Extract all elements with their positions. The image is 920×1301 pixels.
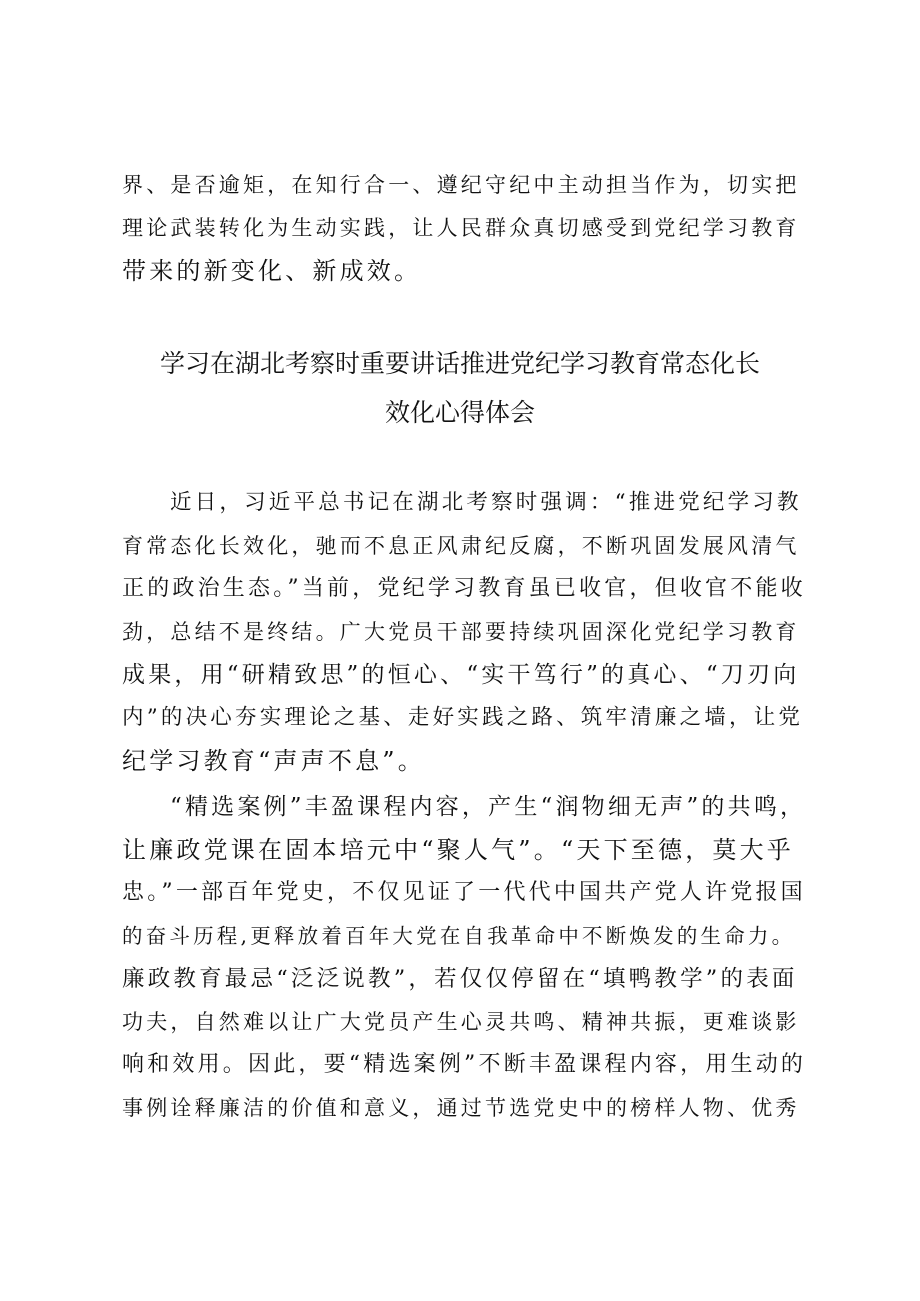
text-line: 正的政治生态。”当前，党纪学习教育虽已收官，但收官不能收 (122, 576, 806, 601)
text-line: 劲，总结不是终结。广大党员干部要持续巩固深化党纪学习教育 (122, 620, 800, 644)
text-line: 成果，用“研精致思”的恒心、“实干笃行”的真心、“刀刃向 (122, 662, 800, 688)
text-line: 界、是否逾矩，在知行合一、遵纪守纪中主动担当作为，切实把 (122, 173, 800, 197)
text-line: 内”的决心夯实理论之基、走好实践之路、筑牢清廉之墙，让党 (122, 705, 804, 730)
text-line: 忠。”一部百年党史，不仅见证了一代代中国共产党人许党报国 (122, 880, 806, 905)
text-line: 理论武装转化为生动实践，让人民群众真切感受到党纪学习教育 (122, 216, 800, 240)
text-line: 近日，习近平总书记在湖北考察时强调：“推进党纪学习教 (170, 490, 802, 515)
text-line: 功夫，自然难以让广大党员产生心灵共鸣、精神共振，更难谈影 (122, 1010, 800, 1034)
text-line: 育常态化长效化，驰而不息正风肃纪反腐，不断巩固发展风清气 (122, 534, 800, 558)
text-line: 纪学习教育“声声不息”。 (122, 747, 425, 775)
text-line: “精选案例”丰盈课程内容，产生“润物细无声”的共鸣， (170, 794, 807, 820)
text-line: 事例诠释廉洁的价值和意义，通过节选党史中的榜样人物、优秀 (122, 1096, 800, 1120)
page-title: 学习在湖北考察时重要讲话推进党纪学习教育常态化长 (159, 349, 760, 378)
text-line: 的奋斗历程,更释放着百年大党在自我革命中不断焕发的生命力。 (122, 924, 796, 948)
text-line: 带来的新变化、新成效。 (122, 257, 422, 285)
text-line: 廉政教育最忌“泛泛说教”，若仅仅停留在“填鸭教学”的表面 (122, 966, 798, 992)
page-title-continued: 效化心得体会 (384, 398, 535, 427)
text-line: 让廉政党课在固本培元中“聚人气”。“天下至德，莫大乎 (122, 836, 795, 864)
text-line: 响和效用。因此，要“精选案例”不断丰盈课程内容，用生动的 (122, 1052, 807, 1077)
